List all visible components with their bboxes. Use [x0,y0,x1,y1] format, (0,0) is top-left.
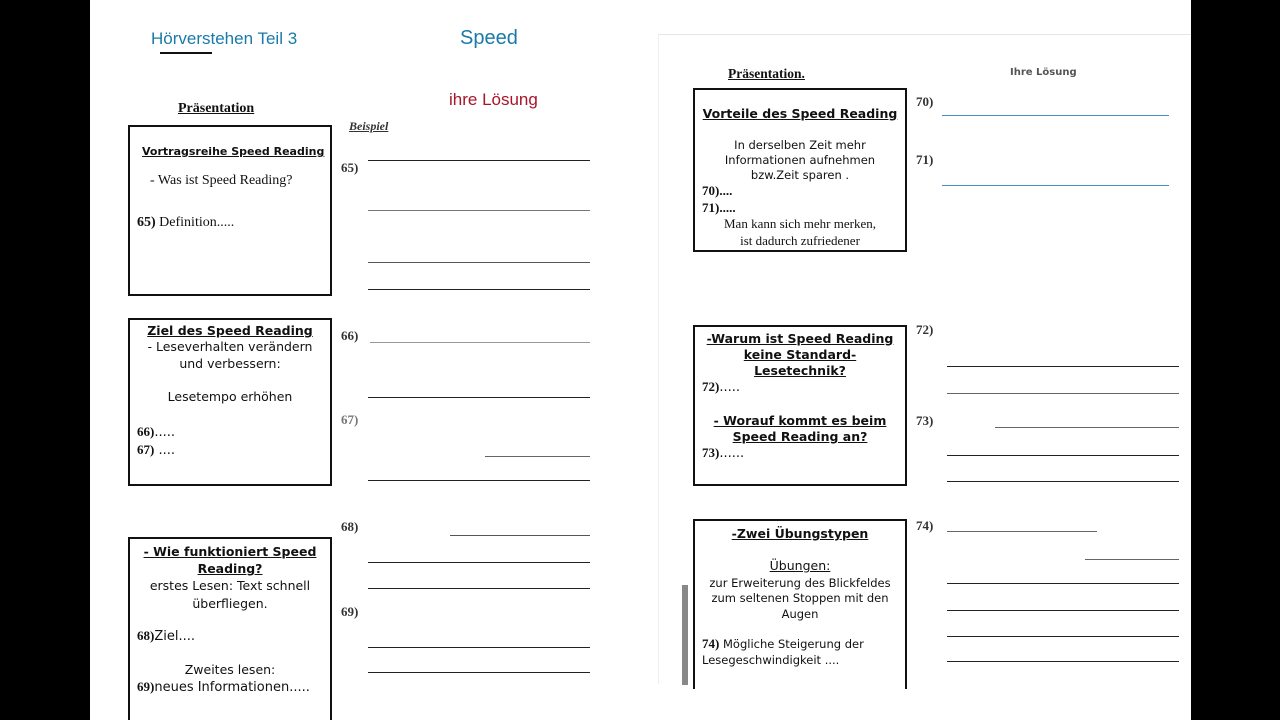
item-72 [702,379,740,395]
box-wie-title1: - Wie funktioniert Speed [143,544,317,559]
answer-line-65b[interactable] [368,210,590,211]
scan-edge-mark [682,585,688,685]
answer-label-71: 71) [916,152,934,167]
box-wie-line3: Zweites lesen: [184,662,276,677]
item-68-num: 68) [137,628,155,643]
heading-beispiel: Beispiel [349,119,389,133]
item-69-text: neues Informationen..... [154,680,310,695]
heading-praesentation-left: Präsentation [178,101,255,116]
title-hoerverstehen: Hörverstehen Teil 3 [151,29,298,48]
box-uebung-line1: zur Erweiterung des Blickfeldes [709,576,891,590]
box-uebungstypen [693,519,907,689]
box-uebung-line2: zum seltenen Stoppen mit den [711,591,889,605]
answer-line-65a[interactable] [368,160,590,161]
answer-line-65d[interactable] [368,289,590,290]
box-wie-funktioniert [128,537,332,720]
item-72-num: 72) [702,379,720,394]
answer-line-69b[interactable] [368,672,590,673]
heading-ihre-loesung: ihre Lösung [449,90,538,109]
box-warum [693,325,907,486]
box-ziel-line3: Lesetempo erhöhen [167,389,293,404]
box-uebung-title: -Zwei Übungstypen [731,526,869,541]
answer-line-66b[interactable] [368,397,590,398]
answer-line-74b[interactable] [1085,559,1179,560]
item-70: 70).... [702,183,733,198]
box-warum-title3: Lesetechnik? [754,363,846,378]
answer-line-74c[interactable] [947,583,1179,584]
box-ziel-line2: und verbessern: [179,356,281,371]
box-uebung-line3: Augen [781,607,819,621]
item-73-num: 73) [702,445,720,460]
answer-line-73a[interactable] [995,427,1179,428]
answer-line-73b[interactable] [947,455,1179,456]
box-ziel [128,318,332,486]
answer-label-69: 69) [341,604,359,619]
box-ziel-title: Ziel des Speed Reading [147,323,313,338]
page-divider-top [658,34,1191,35]
answer-line-68c[interactable] [368,588,590,589]
item-65-text: Definition..... [155,215,235,230]
box-vorteile-line3: bzw.Zeit sparen . [750,168,850,182]
answer-line-74e[interactable] [947,636,1179,637]
item-69-num: 69) [137,679,155,694]
answer-label-74: 74) [916,518,934,533]
item-69 [137,679,310,695]
answer-line-68b[interactable] [368,562,590,563]
box-warum-title4: - Worauf kommt es beim [713,413,887,428]
answer-line-74f[interactable] [947,661,1179,662]
answer-label-68: 68) [341,519,359,534]
item-65 [137,215,234,231]
answer-line-73c[interactable] [947,481,1179,482]
answer-label-65: 65) [341,160,359,175]
title-speed: Speed [460,27,518,49]
box-vorteile-line1: In derselben Zeit mehr [734,138,866,152]
heading-praesentation-right: Präsentation. [728,66,805,81]
box-ziel-line1: - Leseverhalten verändern [147,339,313,354]
answer-line-72b[interactable] [947,393,1179,394]
answer-line-72a[interactable] [947,366,1179,367]
box-vortragsreihe-title: Vortragsreihe Speed Reading [142,145,325,158]
answer-line-74d[interactable] [947,610,1179,611]
box-uebung-line4: Lesegeschwindigkeit .... [702,653,840,667]
faded-handwriting [365,190,375,241]
box-vorteile-line4: Man kann sich mehr merken, [724,216,876,231]
page-divider [658,34,659,684]
item-67-num: 67) [137,442,155,457]
item-74 [702,636,864,652]
answer-line-68a[interactable] [450,535,590,536]
box-vortragsreihe-question: - Was ist Speed Reading? [150,173,293,188]
box-warum-title5: Speed Reading an? [732,429,868,444]
worksheet-page [90,0,1191,720]
answer-label-73: 73) [916,413,934,428]
item-73 [702,445,744,461]
item-74-num: 74) [702,636,720,651]
heading-ihre-loesung-right: Ihre Lösung [1010,67,1077,78]
item-68 [137,628,195,644]
box-vorteile [693,88,907,252]
answer-line-71[interactable] [942,185,1169,186]
item-73-text: ...... [719,446,745,461]
box-vorteile-title: Vorteile des Speed Reading [702,106,898,121]
item-74-text: Mögliche Steigerung der [719,637,864,651]
box-warum-title2: keine Standard- [743,347,857,362]
item-68-text: Ziel.... [154,629,196,644]
item-67-text: .... [154,443,176,458]
box-warum-title1: -Warum ist Speed Reading [706,331,894,346]
box-vortragsreihe [128,125,332,296]
item-66-text: ..... [154,425,176,440]
answer-line-74a[interactable] [947,531,1097,532]
box-vorteile-line5: ist dadurch zufriedener [740,233,860,248]
answer-label-67: 67) [341,412,359,427]
item-72-text: ..... [719,380,741,395]
box-wie-line2: überfliegen. [192,596,268,611]
item-66 [137,424,175,440]
box-vorteile-line2: Informationen aufnehmen [724,153,876,167]
answer-line-69a[interactable] [368,647,590,648]
item-65-num: 65) [137,215,156,230]
box-wie-line1: erstes Lesen: Text schnell [149,578,311,593]
answer-label-70: 70) [916,94,934,109]
box-uebung-sub: Übungen: [769,558,831,573]
item-67 [137,442,175,458]
item-66-num: 66) [137,424,155,439]
answer-line-67a[interactable] [485,456,590,457]
title-underline [160,52,212,54]
answer-line-66a[interactable] [370,342,590,343]
answer-label-66: 66) [341,328,359,343]
answer-line-65c[interactable] [368,262,590,263]
box-wie-title2: Reading? [197,561,263,576]
answer-label-72: 72) [916,322,934,337]
item-71: 71)..... [702,200,736,215]
answer-line-70[interactable] [942,115,1169,116]
answer-line-67b[interactable] [368,480,590,481]
